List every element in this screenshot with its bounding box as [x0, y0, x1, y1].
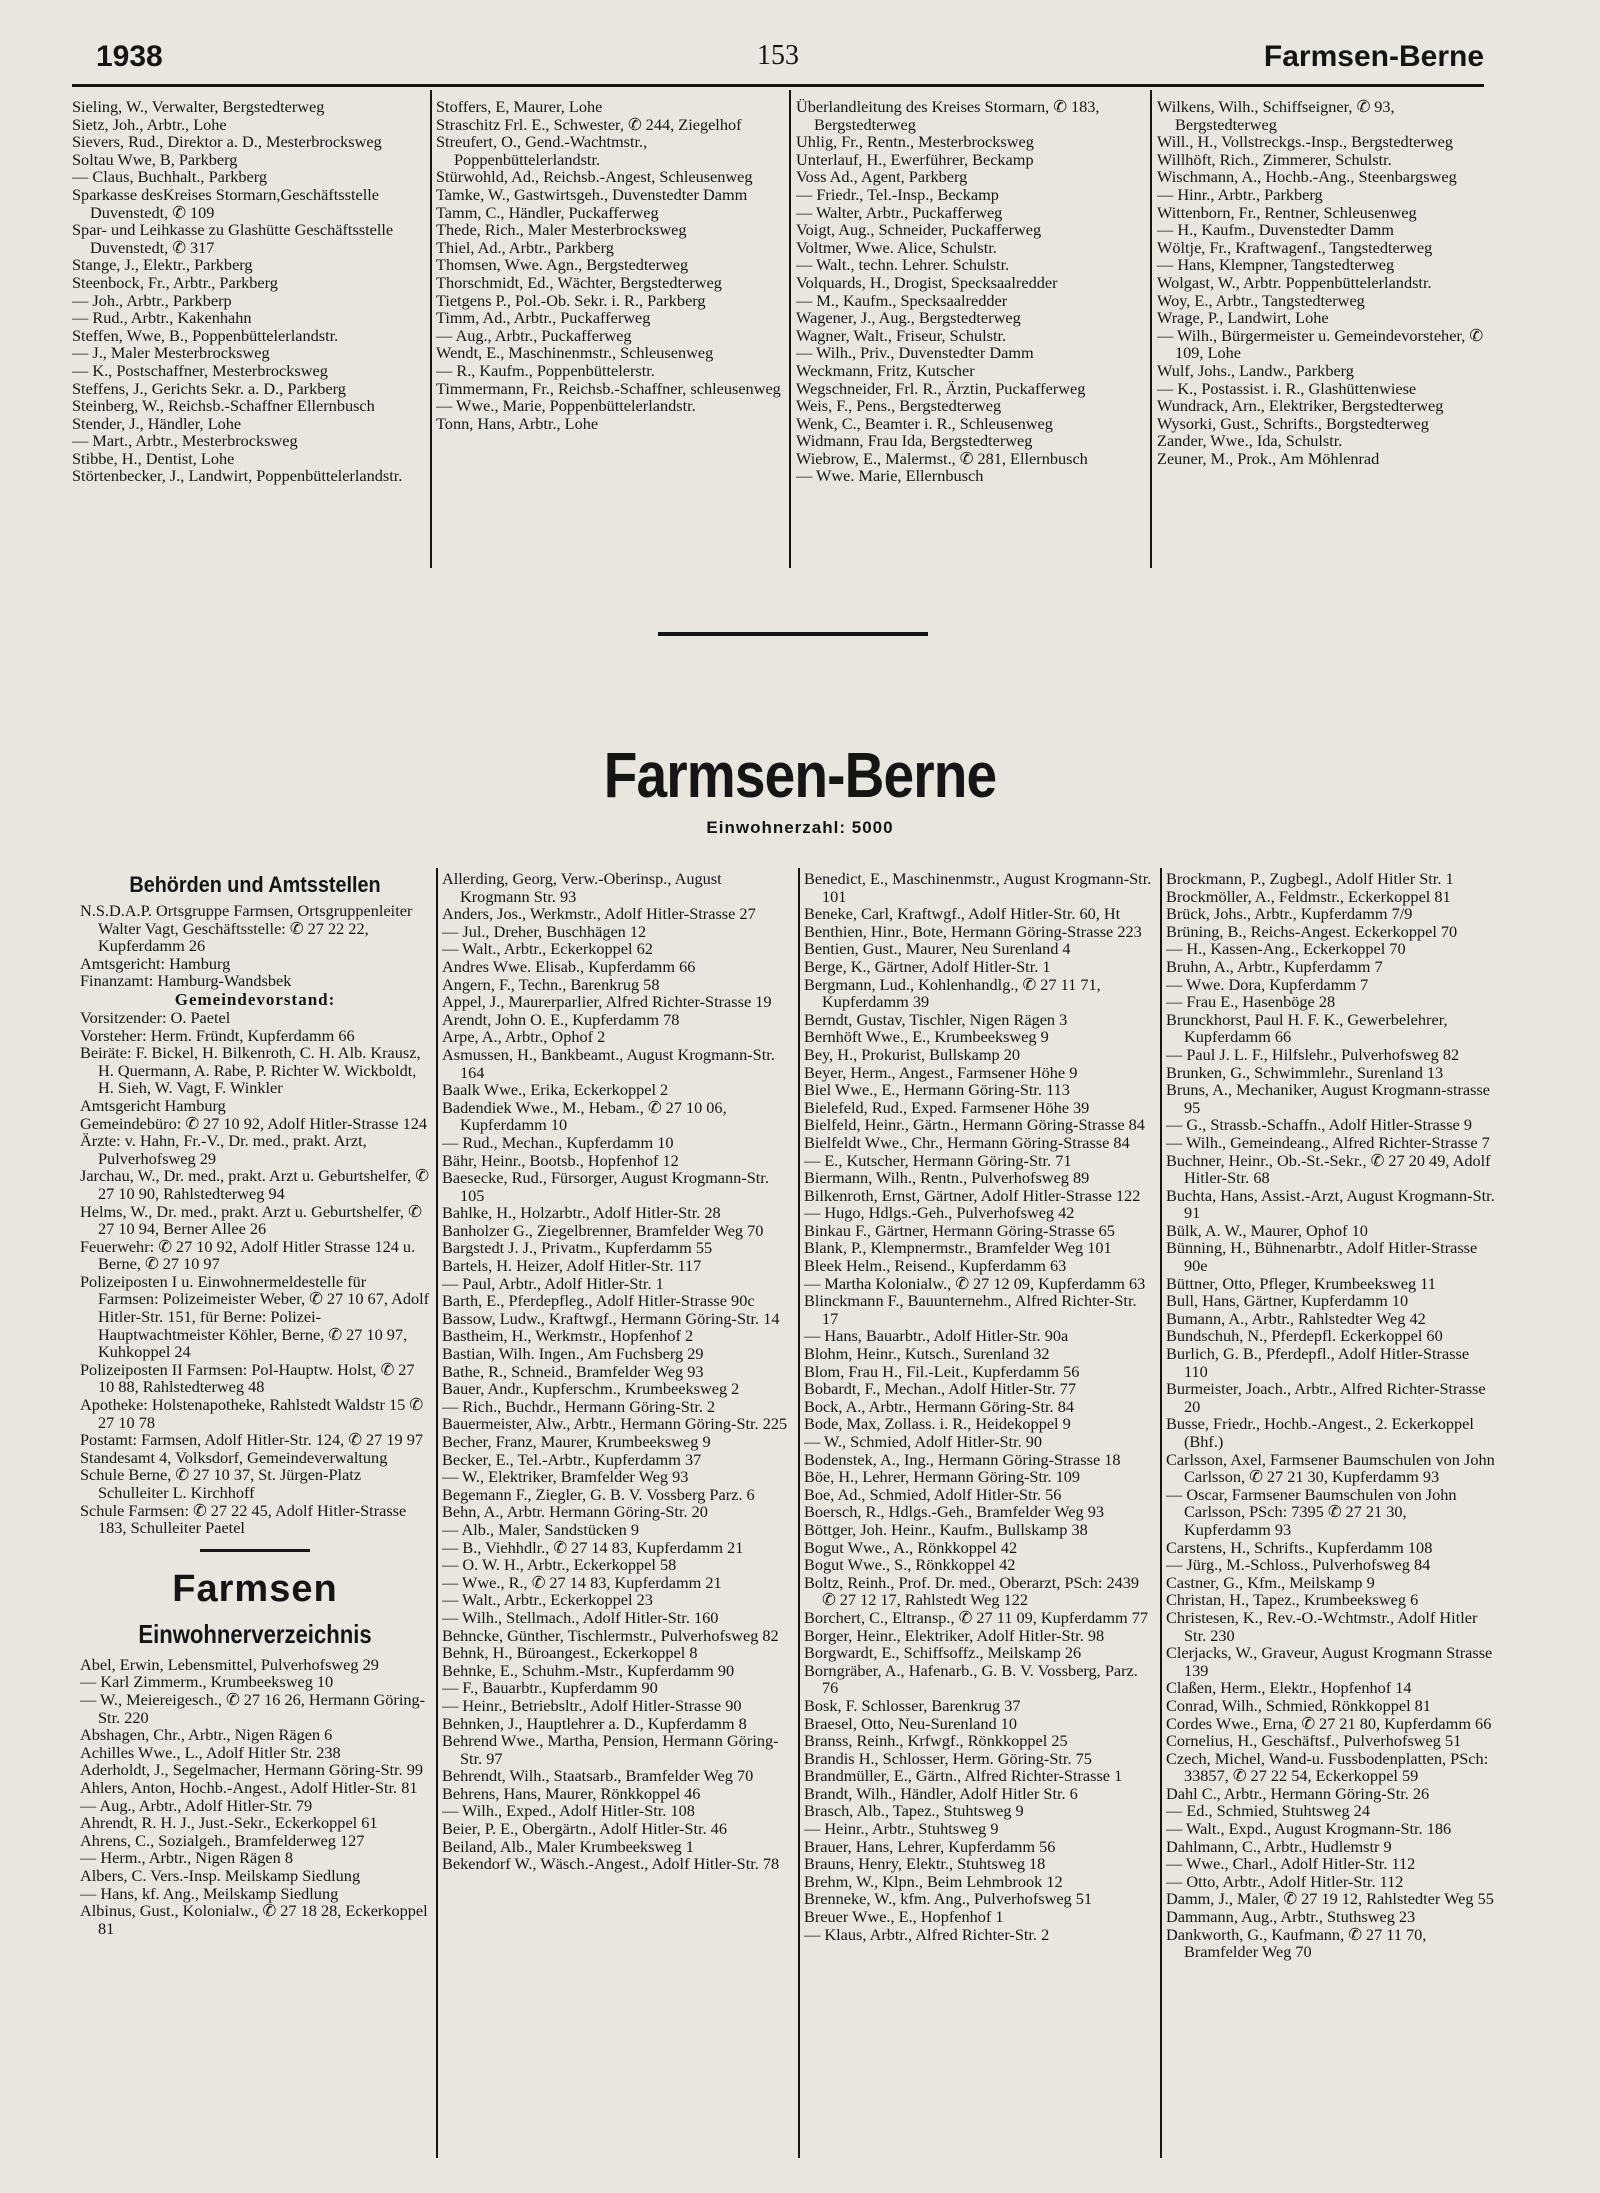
directory-entry: Brasch, Alb., Tapez., Stuhtsweg 9 — [804, 1801, 1024, 1821]
directory-entry: Volquards, H., Drogist, Specksaalredder — [796, 272, 1058, 292]
directory-entry: Bock, A., Arbtr., Hermann Göring-Str. 84 — [804, 1396, 1074, 1416]
directory-entry: Bleek Helm., Reisend., Kupferdamm 63 — [804, 1256, 1067, 1276]
directory-entry: — Aug., Arbtr., Puckafferweg — [436, 325, 632, 345]
directory-entry: Behrendt, Wilh., Staatsarb., Bramfelder Weg 70 — [442, 1766, 754, 1786]
directory-entry: Tamke, W., Gastwirtsgeh., Duvenstedter Damm — [436, 184, 748, 204]
directory-entry: Bargstedt J. J., Privatm., Kupferdamm 55 — [442, 1238, 713, 1258]
directory-entry: Steffens, J., Gerichts Sekr. a. D., Parkberg — [72, 378, 346, 398]
directory-entry: Finanzamt: Hamburg-Wandsbek — [80, 971, 292, 991]
authorities-heading: Behörden und Amtsstellen — [129, 872, 381, 897]
directory-entry: — Walt., Arbtr., Eckerkoppel 23 — [442, 1590, 653, 1610]
directory-entry: Bundschuh, N., Pferdepfl. Eckerkoppel 60 — [1166, 1326, 1443, 1346]
directory-entry: Ärzte: v. Hahn, Fr.-V., Dr. med., prakt. Arzt, Pulverhofsweg 29 — [80, 1131, 367, 1168]
directory-entry: Busse, Friedr., Hochb.-Angest., 2. Eckerkoppel (Bhf.) — [1166, 1414, 1474, 1451]
directory-entry: Albinus, Gust., Kolonialw., ✆ 27 18 28, Eckerkoppel 81 — [80, 1901, 428, 1938]
directory-entry: Allerding, Georg, Verw.-Oberinsp., August Krogmann Str. 93 — [442, 870, 722, 906]
directory-entry: — R., Kaufm., Poppenbüttelerstr. — [436, 360, 655, 380]
directory-entry: Behrens, Hans, Maurer, Rönkkoppel 46 — [442, 1783, 701, 1803]
directory-entry: Soltau Wwe, B, Parkberg — [72, 149, 238, 169]
section-divider — [658, 632, 928, 636]
directory-entry: — Wilh., Exped., Adolf Hitler-Str. 108 — [442, 1801, 695, 1821]
directory-entry: — Klaus, Arbtr., Alfred Richter-Str. 2 — [804, 1924, 1050, 1944]
directory-entry: Beneke, Carl, Kraftwgf., Adolf Hitler-Str. 60, Ht — [804, 904, 1121, 924]
column-rule — [1150, 90, 1152, 568]
directory-entry: Branss, Reinh., Krfwgf., Rönkkoppel 25 — [804, 1731, 1068, 1751]
directory-entry: — Otto, Arbtr., Adolf Hitler-Str. 112 — [1166, 1871, 1404, 1891]
directory-entry: Berndt, Gustav, Tischler, Nigen Rägen 3 — [804, 1009, 1068, 1029]
directory-entry: — Claus, Buchhalt., Parkberg — [72, 167, 268, 187]
directory-entry: Damm, J., Maler, ✆ 27 19 12, Rahlstedter Weg 55 — [1166, 1889, 1494, 1909]
directory-entry: Tonn, Hans, Arbtr., Lohe — [436, 413, 599, 433]
directory-entry: — Herm., Arbtr., Nigen Rägen 8 — [80, 1848, 293, 1868]
directory-entry: Wrage, P., Landwirt, Lohe — [1157, 308, 1329, 328]
directory-entry: Baalk Wwe., Erika, Eckerkoppel 2 — [442, 1080, 669, 1100]
directory-entry: Blank, P., Klempnermstr., Bramfelder Weg 101 — [804, 1238, 1112, 1258]
directory-entry: Bahlke, H., Holzarbtr., Adolf Hitler-Str. 28 — [442, 1203, 721, 1223]
directory-entry: Christesen, K., Rev.-O.-Wchtmstr., Adolf Hitler Str. 230 — [1166, 1607, 1478, 1645]
directory-entry: Borchert, C., Eltransp., ✆ 27 11 09, Kupferdamm 77 — [804, 1607, 1149, 1627]
directory-entry: — Oscar, Farmsener Baumschulen von John Carlsson, PSch: 7395 ✆ 27 21 30, Kupferdamm 93 — [1166, 1484, 1457, 1539]
bottom-column-3 — [804, 870, 1156, 2170]
directory-entry: Stibbe, H., Dentist, Lohe — [72, 448, 235, 468]
directory-entry: — Wwe. Marie, Ellernbusch — [796, 466, 984, 486]
separator-rule — [200, 1549, 310, 1552]
directory-entry: — Walt., Arbtr., Eckerkoppel 62 — [442, 939, 653, 959]
directory-entry: Vorsteher: Herm. Fründt, Kupferdamm 66 — [80, 1025, 355, 1045]
directory-entry: — O. W. H., Arbtr., Eckerkoppel 58 — [442, 1555, 677, 1575]
directory-entry: Weis, F., Pens., Bergstedterweg — [796, 396, 1002, 416]
directory-entry: Dammann, Aug., Arbtr., Stuthsweg 23 — [1166, 1907, 1416, 1927]
directory-entry: — W., Elektriker, Bramfelder Weg 93 — [442, 1467, 689, 1487]
directory-entry: Weckmann, Fritz, Kutscher — [796, 360, 975, 380]
directory-entry: Achilles Wwe., L., Adolf Hitler Str. 238 — [80, 1742, 341, 1762]
directory-entry: — Paul, Arbtr., Adolf Hitler-Str. 1 — [442, 1273, 664, 1293]
directory-entry: Widmann, Frau Ida, Bergstedterweg — [796, 431, 1033, 451]
directory-entry: Borgwardt, E., Schiffsoffz., Meilskamp 26 — [804, 1643, 1082, 1663]
directory-entry: Cornelius, H., Geschäftsf., Pulverhofsweg 51 — [1166, 1731, 1462, 1751]
directory-entry: Bünning, H., Bühnenarbtr., Adolf Hitler-Strasse 90e — [1166, 1238, 1478, 1276]
directory-entry: — Aug., Arbtr., Adolf Hitler-Str. 79 — [80, 1795, 313, 1815]
directory-entry: Bielefeld, Rud., Exped. Farmsener Höhe 39 — [804, 1097, 1090, 1117]
directory-entry: Brandis H., Schlosser, Herm. Göring-Str. 75 — [804, 1748, 1092, 1768]
top-column-3 — [796, 98, 1146, 576]
directory-entry: Beyer, Herm., Angest., Farmsener Höhe 9 — [804, 1062, 1078, 1082]
directory-entry: Biel Wwe., E., Hermann Göring-Str. 113 — [804, 1080, 1070, 1100]
directory-entry: Wulf, Johs., Landw., Parkberg — [1157, 360, 1354, 380]
directory-entry: Czech, Michel, Wand-u. Fussbodenplatten, PSch: 33857, ✆ 27 22 54, Eckerkoppel 59 — [1166, 1748, 1489, 1786]
directory-entry: Tamm, C., Händler, Puckafferweg — [436, 202, 659, 222]
directory-entry: — Walter, Arbtr., Puckafferweg — [796, 202, 1003, 222]
directory-entry: Wenk, C., Beamter i. R., Schleusenweg — [796, 413, 1053, 433]
directory-entry: Bekendorf W., Wäsch.-Angest., Adolf Hitler-Str. 78 — [442, 1854, 780, 1874]
directory-entry: — G., Strassb.-Schaffn., Adolf Hitler-Strasse 9 — [1166, 1115, 1472, 1135]
directory-entry: Clerjacks, W., Graveur, August Krogmann Strasse 139 — [1166, 1643, 1493, 1680]
directory-entry: Wischmann, A., Hochb.-Ang., Steenbargsweg — [1157, 167, 1457, 187]
directory-entry: Bauermeister, Alw., Arbtr., Hermann Göring-Str. 225 — [442, 1414, 788, 1434]
directory-entry: Behncke, Günther, Tischlermstr., Pulverhofsweg 82 — [442, 1625, 779, 1645]
column-rule — [430, 90, 432, 568]
directory-entry: — Wilh., Priv., Duvenstedter Damm — [796, 343, 1034, 363]
directory-entry: Beiland, Alb., Maler Krumbeeksweg 1 — [442, 1836, 694, 1856]
section-title: Farmsen-Berne — [603, 739, 997, 811]
directory-entry: — Heinr., Arbtr., Stuhtsweg 9 — [804, 1819, 999, 1839]
directory-entry: Jarchau, W., Dr. med., prakt. Arzt u. Geburtshelfer, ✆ 27 10 90, Rahlstedterweg 94 — [80, 1166, 429, 1203]
directory-entry: Bastian, Wilh. Ingen., Am Fuchsberg 29 — [442, 1344, 704, 1364]
directory-entry: Brandmüller, E., Gärtn., Alfred Richter-Strasse 1 — [804, 1766, 1123, 1786]
directory-entry: Burlich, G. B., Pferdepfl., Adolf Hitler-Strasse 110 — [1166, 1344, 1470, 1381]
directory-entry: — Martha Kolonialw., ✆ 27 12 09, Kupferdamm 63 — [804, 1273, 1146, 1293]
directory-entry: Brockmann, P., Zugbegl., Adolf Hitler Str. 1 — [1166, 870, 1454, 888]
directory-entry: — Walt., techn. Lehrer. Schulstr. — [796, 255, 1010, 275]
directory-entry: Thiel, Ad., Arbtr., Parkberg — [436, 237, 614, 257]
directory-entry: — Karl Zimmerm., Krumbeeksweg 10 — [80, 1672, 334, 1692]
directory-entry: Asmussen, H., Bankbeamt., August Krogmann-Str. 164 — [442, 1044, 775, 1082]
directory-entry: Bähr, Heinr., Bootsb., Hopfenhof 12 — [442, 1150, 679, 1170]
directory-entry: — Wwe., Charl., Adolf Hitler-Str. 112 — [1166, 1854, 1416, 1874]
directory-entry: — Ed., Schmied, Stuhtsweg 24 — [1166, 1801, 1370, 1821]
directory-entry: Voltmer, Wwe. Alice, Schulstr. — [796, 237, 997, 257]
directory-entry: Wegschneider, Frl. R., Ärztin, Puckafferweg — [796, 378, 1086, 398]
directory-entry: Blinckmann F., Bauunternehm., Alfred Richter-Str. 17 — [804, 1291, 1137, 1328]
directory-entry: Albers, C. Vers.-Insp. Meilskamp Siedlung — [80, 1865, 361, 1885]
directory-entry: Amtsgericht Hamburg — [80, 1095, 226, 1115]
directory-entry: Steenbock, Fr., Arbtr., Parkberg — [72, 272, 278, 292]
directory-entry: — Paul J. L. F., Hilfslehr., Pulverhofsweg 82 — [1166, 1044, 1460, 1064]
directory-entry: Barth, E., Pferdepfleg., Adolf Hitler-Strasse 90c — [442, 1291, 755, 1311]
directory-entry: Bruns, A., Mechaniker, August Krogmann-strasse 95 — [1166, 1080, 1491, 1117]
directory-entry: Polizeiposten I u. Einwohnermeldestelle für Farmsen: Polizeimeister Weber, ✆ 27 10 67, Adolf Hitler-Str. 151, für Berne: Polizei-Hauptwachtmeister Köhler, Berne, ✆ 27 10 97, Kuhkoppel 24 — [80, 1271, 430, 1362]
directory-entry: Becher, Franz, Maurer, Krumbeeksweg 9 — [442, 1432, 711, 1451]
bottom-column-1 — [80, 868, 430, 2168]
directory-entry: Dankworth, G., Kaufmann, ✆ 27 11 70, Bramfelder Weg 70 — [1166, 1924, 1427, 1962]
directory-entry: Apotheke: Holstenapotheke, Rahlstedt Waldstr 15 ✆ 27 10 78 — [80, 1395, 424, 1432]
directory-entry: — Joh., Arbtr., Parkberp — [72, 290, 232, 310]
directory-entry: Thorschmidt, Ed., Wächter, Bergstedterweg — [436, 272, 722, 292]
directory-entry: Bosk, F. Schlosser, Barenkrug 37 — [804, 1695, 1021, 1715]
directory-entry: — W., Schmied, Adolf Hitler-Str. 90 — [804, 1432, 1043, 1451]
council-heading: Gemeindevorstand: — [174, 989, 336, 1009]
directory-entry: Biermann, Wilh., Rentn., Pulverhofsweg 89 — [804, 1168, 1090, 1188]
directory-entry: Brück, Johs., Arbtr., Kupferdamm 7/9 — [1166, 904, 1413, 924]
top-column-4 — [1157, 98, 1487, 576]
directory-entry: — Hans, Klempner, Tangstedterweg — [1157, 255, 1395, 275]
header-year: 1938 — [96, 40, 163, 73]
directory-entry: Castner, G., Kfm., Meilskamp 9 — [1166, 1572, 1375, 1592]
directory-entry: Borngräber, A., Hafenarb., G. B. V. Vossberg, Parz. 76 — [804, 1660, 1138, 1698]
directory-entry: Carstens, H., Schrifts., Kupferdamm 108 — [1166, 1537, 1433, 1557]
council-list — [80, 1009, 430, 1537]
directory-entry: Borger, Heinr., Elektriker, Adolf Hitler-Str. 98 — [804, 1625, 1105, 1645]
directory-entry: Wittenborn, Fr., Rentner, Schleusenweg — [1157, 202, 1417, 222]
header-running-title: Farmsen-Berne — [1263, 40, 1484, 73]
directory-entry: — Wwe., R., ✆ 27 14 83, Kupferdamm 21 — [442, 1572, 722, 1592]
directory-entry: Bruhn, A., Arbtr., Kupferdamm 7 — [1166, 956, 1383, 976]
directory-entry: Böe, H., Lehrer, Hermann Göring-Str. 109 — [804, 1467, 1081, 1487]
directory-entry: Breuer Wwe., E., Hopfenhof 1 — [804, 1907, 1004, 1927]
column-rule — [436, 868, 438, 2158]
directory-entry: Beier, P. E., Obergärtn., Adolf Hitler-Str. 46 — [442, 1819, 727, 1839]
directory-entry: — Jul., Dreher, Buschhägen 12 — [442, 921, 647, 941]
directory-entry: N.S.D.A.P. Ortsgruppe Farmsen, Ortsgruppenleiter Walter Vagt, Geschäftsstelle: ✆ 27 22 22, Kupferdamm 26 — [80, 901, 413, 956]
column-rule — [1160, 868, 1162, 2158]
directory-entry: — Wwe. Dora, Kupferdamm 7 — [1166, 974, 1369, 994]
column-rule — [798, 868, 800, 2158]
place-heading: Farmsen — [172, 1567, 338, 1610]
directory-entry: Spar- und Leihkasse zu Glashütte Geschäftsstelle Duvenstedt, ✆ 317 — [72, 220, 394, 257]
directory-entry: Bogut Wwe., A., Rönkkoppel 42 — [804, 1537, 1018, 1557]
directory-entry: Buchner, Heinr., Ob.-St.-Sekr., ✆ 27 20 49, Adolf Hitler-Str. 68 — [1166, 1150, 1491, 1188]
register-heading: Einwohnerverzeichnis — [138, 1618, 372, 1649]
directory-entry: Vorsitzender: O. Paetel — [80, 1007, 231, 1027]
directory-entry: Appel, J., Maurerparlier, Alfred Richter-Strasse 19 — [442, 992, 772, 1012]
directory-entry: Carlsson, Axel, Farmsener Baumschulen von John Carlsson, ✆ 27 21 30, Kupferdamm 93 — [1166, 1449, 1495, 1487]
running-header — [72, 40, 1484, 80]
directory-entry: Woy, E., Arbtr., Tangstedterweg — [1157, 290, 1365, 310]
directory-entry: — Wwe., Marie, Poppenbüttelerlandstr. — [436, 396, 696, 416]
directory-entry: Arpe, A., Arbtr., Ophof 2 — [442, 1027, 606, 1047]
directory-entry: Störtenbecker, J., Landwirt, Poppenbüttelerlandstr. — [72, 466, 403, 486]
directory-entry: Postamt: Farmsen, Adolf Hitler-Str. 124, ✆ 27 19 97 — [80, 1430, 424, 1450]
directory-entry: Böttger, Joh. Heinr., Kaufm., Bullskamp 38 — [804, 1519, 1088, 1539]
directory-entry: Wiebrow, E., Malermst., ✆ 281, Ellernbusch — [796, 448, 1088, 468]
directory-entry: Bathe, R., Schneid., Bramfelder Weg 93 — [442, 1361, 704, 1381]
bottom-column-4 — [1166, 870, 1496, 2170]
directory-entry: — M., Kaufm., Specksaalredder — [796, 290, 1008, 310]
directory-entry: — F., Bauarbtr., Kupferdamm 90 — [442, 1678, 658, 1698]
directory-entry: Thede, Rich., Maler Mesterbrocksweg — [436, 220, 687, 240]
directory-entry: — Friedr., Tel.-Insp., Beckamp — [796, 184, 999, 204]
directory-entry: — K., Postschaffner, Mesterbrocksweg — [72, 360, 328, 380]
directory-entry: Behn, A., Arbtr. Hermann Göring-Str. 20 — [442, 1502, 708, 1522]
directory-entry: Abel, Erwin, Lebensmittel, Pulverhofsweg 29 — [80, 1654, 379, 1674]
directory-entry: Ahrens, C., Sozialgeh., Bramfelderweg 127 — [80, 1830, 365, 1850]
directory-entry: Bielfeld, Heinr., Gärtn., Hermann Göring-Strasse 84 — [804, 1115, 1145, 1135]
directory-entry: Zander, Wwe., Ida, Schulstr. — [1157, 431, 1343, 451]
directory-entry: Bumann, A., Arbtr., Rahlstedter Weg 42 — [1166, 1308, 1426, 1328]
directory-entry: Benthien, Hinr., Bote, Hermann Göring-Strasse 223 — [804, 921, 1142, 941]
directory-entry: Conrad, Wilh., Schmied, Rönkkoppel 81 — [1166, 1695, 1431, 1715]
directory-entry: — Heinr., Betriebsltr., Adolf Hitler-Strasse 90 — [442, 1695, 742, 1715]
directory-entry: Wolgast, W., Arbtr. Poppenbüttelerlandstr. — [1157, 272, 1432, 292]
directory-entry: Bergmann, Lud., Kohlenhandlg., ✆ 27 11 71, Kupferdamm 39 — [804, 974, 1101, 1012]
top-column-1 — [72, 98, 424, 576]
directory-entry: Sieling, W., Verwalter, Bergstedterweg — [72, 98, 325, 116]
directory-entry: Amtsgericht: Hamburg — [80, 953, 231, 973]
directory-entry: — Alb., Maler, Sandstücken 9 — [442, 1519, 639, 1539]
directory-entry: Aderholdt, J., Segelmacher, Hermann Göring-Str. 99 — [80, 1760, 423, 1780]
directory-entry: — Hugo, Hdlgs.-Geh., Pulverhofsweg 42 — [804, 1203, 1075, 1223]
directory-entry: Bodenstek, A., Ing., Hermann Göring-Strasse 18 — [804, 1449, 1121, 1469]
directory-entry: Straschitz Frl. E., Schwester, ✆ 244, Ziegelhof — [436, 114, 742, 134]
directory-entry: — E., Kutscher, Hermann Göring-Str. 71 — [804, 1150, 1072, 1170]
directory-entry: — Wilh., Stellmach., Adolf Hitler-Str. 160 — [442, 1607, 719, 1627]
directory-entry: Bode, Max, Zollass. i. R., Heidekoppel 9 — [804, 1414, 1071, 1434]
directory-entry: — Wilh., Gemeindeang., Alfred Richter-Strasse 7 — [1166, 1132, 1490, 1152]
directory-entry: Gemeindebüro: ✆ 27 10 92, Adolf Hitler-Strasse 124 — [80, 1113, 428, 1133]
directory-entry: Wöltje, Fr., Kraftwagenf., Tangstedterweg — [1157, 237, 1433, 257]
directory-entry: — Jürg., M.-Schloss., Pulverhofsweg 84 — [1166, 1555, 1431, 1575]
directory-entry: Wilkens, Wilh., Schiffseigner, ✆ 93, Bergstedterweg — [1157, 98, 1395, 134]
directory-entry: Behrend Wwe., Martha, Pension, Hermann Göring-Str. 97 — [442, 1731, 779, 1768]
directory-entry: Bauer, Andr., Kupferschm., Krumbeeksweg 2 — [442, 1379, 740, 1399]
column-rule — [789, 90, 791, 568]
directory-entry: Ahrendt, R. H. J., Just.-Sekr., Eckerkoppel 61 — [80, 1813, 378, 1833]
directory-entry: — Frau E., Hasenböge 28 — [1166, 992, 1336, 1012]
directory-entry: Bielfeldt Wwe., Chr., Hermann Göring-Strasse 84 — [804, 1132, 1130, 1152]
directory-entry: — Walt., Expd., August Krogmann-Str. 186 — [1166, 1819, 1452, 1839]
directory-entry: — Hinr., Arbtr., Parkberg — [1157, 184, 1323, 204]
directory-entry: Stoffers, E, Maurer, Lohe — [436, 98, 603, 116]
directory-entry: — Mart., Arbtr., Mesterbrocksweg — [72, 431, 298, 451]
directory-entry: Dahlmann, C., Arbtr., Hudlemstr 9 — [1166, 1836, 1392, 1856]
directory-entry: Tietgens P., Pol.-Ob. Sekr. i. R., Parkberg — [436, 290, 706, 310]
directory-entry: Abshagen, Chr., Arbtr., Nigen Rägen 6 — [80, 1725, 333, 1745]
directory-entry: Will., H., Vollstreckgs.-Insp., Bergstedterweg — [1157, 132, 1453, 152]
directory-entry: Baesecke, Rud., Fürsorger, August Krogmann-Str. 105 — [442, 1168, 769, 1205]
directory-entry: Unterlauf, H., Ewerführer, Beckamp — [796, 149, 1034, 169]
directory-entry: Behnke, E., Schuhm.-Mstr., Kupferdamm 90 — [442, 1660, 735, 1680]
directory-entry: Buchta, Hans, Assist.-Arzt, August Krogmann-Str. 91 — [1166, 1185, 1495, 1223]
directory-entry: — W., Meiereigesch., ✆ 27 16 26, Hermann Göring-Str. 220 — [80, 1689, 426, 1727]
directory-entry: — K., Postassist. i. R., Glashüttenwiese — [1157, 378, 1417, 398]
directory-entry: Bilkenroth, Ernst, Gärtner, Adolf Hitler-Strasse 122 — [804, 1185, 1141, 1205]
directory-entry: Bogut Wwe., S., Rönkkoppel 42 — [804, 1555, 1016, 1575]
directory-entry: Ahlers, Anton, Hochb.-Angest., Adolf Hitler-Str. 81 — [80, 1777, 418, 1797]
directory-entry: Steinberg, W., Reichsb.-Schaffner Ellernbusch — [72, 396, 375, 416]
directory-entry: Bartels, H. Heizer, Adolf Hitler-Str. 117 — [442, 1256, 702, 1276]
directory-entry: Blohm, Heinr., Kutsch., Surenland 32 — [804, 1344, 1050, 1364]
authorities-list — [80, 902, 430, 990]
directory-entry: Brauns, Henry, Elektr., Stuhtsweg 18 — [804, 1854, 1046, 1874]
header-page-number: 153 — [757, 40, 799, 71]
directory-entry: Stürwohld, Ad., Reichsb.-Angest, Schleusenweg — [436, 167, 753, 187]
directory-entry: Begemann F., Ziegler, G. B. V. Vossberg Parz. 6 — [442, 1484, 755, 1504]
directory-entry: Zeuner, M., Prok., Am Möhlenrad — [1157, 448, 1380, 468]
population-count: Einwohnerzahl: 5000 — [706, 818, 894, 837]
directory-entry: — Hans, Bauarbtr., Adolf Hitler-Str. 90a — [804, 1326, 1069, 1346]
top-column-2 — [436, 98, 785, 576]
directory-entry: — Wilh., Bürgermeister u. Gemeindevorsteher, ✆ 109, Lohe — [1157, 325, 1483, 363]
directory-entry: Claßen, Herm., Elektr., Hopfenhof 14 — [1166, 1678, 1412, 1698]
directory-entry: Blom, Frau H., Fil.-Leit., Kupferdamm 56 — [804, 1361, 1080, 1381]
directory-entry: Brehm, W., Klpn., Beim Lehmbrook 12 — [804, 1871, 1063, 1891]
directory-entry: — Rud., Arbtr., Kakenhahn — [72, 308, 252, 328]
directory-entry: Wysorki, Gust., Schrifts., Borgstedterweg — [1157, 413, 1429, 433]
directory-entry: Schule Farmsen: ✆ 27 22 45, Adolf Hitler-Strasse 183, Schulleiter Paetel — [80, 1500, 407, 1538]
directory-entry: Bastheim, H., Werkmstr., Hopfenhof 2 — [442, 1326, 694, 1346]
directory-entry: Brunckhorst, Paul H. F. K., Gewerbelehrer, Kupferdamm 66 — [1166, 1009, 1448, 1047]
header-rule — [72, 84, 1484, 87]
directory-entry: Bobardt, F., Mechan., Adolf Hitler-Str. 77 — [804, 1379, 1076, 1399]
directory-entry: Timm, Ad., Arbtr., Puckafferweg — [436, 308, 651, 328]
directory-entry: Behnk, H., Büroangest., Eckerkoppel 8 — [442, 1643, 698, 1663]
directory-entry: Willhöft, Rich., Zimmerer, Schulstr. — [1157, 149, 1392, 169]
directory-entry: — H., Kassen-Ang., Eckerkoppel 70 — [1166, 939, 1406, 959]
directory-entry: Voigt, Aug., Schneider, Puckafferweg — [796, 220, 1042, 240]
directory-entry: — Hans, kf. Ang., Meilskamp Siedlung — [80, 1883, 339, 1903]
directory-entry: Dahl C., Arbtr., Hermann Göring-Str. 26 — [1166, 1783, 1430, 1803]
directory-entry: Sietz, Joh., Arbtr., Lohe — [72, 114, 227, 134]
directory-entry: Beiräte: F. Bickel, H. Bilkenroth, C. H. Alb. Krausz, H. Quermann, A. Rabe, P. Richter W. Wickboldt, H. Sieh, W. Vagt, F. Winkler — [80, 1043, 421, 1098]
directory-entry: Boe, Ad., Schmied, Adolf Hitler-Str. 56 — [804, 1484, 1062, 1504]
directory-entry: Bernhöft Wwe., E., Krumbeeksweg 9 — [804, 1027, 1049, 1047]
directory-entry: Standesamt 4, Volksdorf, Gemeindeverwaltung — [80, 1447, 388, 1467]
directory-entry: Schule Berne, ✆ 27 10 37, St. Jürgen-Platz Schulleiter L. Kirchhoff — [80, 1465, 362, 1502]
directory-entry: Steffen, Wwe, B., Poppenbüttelerlandstr. — [72, 325, 339, 345]
directory-entry: Thomsen, Wwe. Agn., Bergstedterweg — [436, 255, 689, 275]
directory-entry: Brandt, Wilh., Händler, Adolf Hitler Str. 6 — [804, 1783, 1078, 1803]
directory-entry: Helms, W., Dr. med., prakt. Arzt u. Geburtshelfer, ✆ 27 10 94, Berner Allee 26 — [80, 1201, 422, 1239]
directory-entry: Wagner, Walt., Friseur, Schulstr. — [796, 325, 1007, 345]
directory-entry: Arendt, John O. E., Kupferdamm 78 — [442, 1009, 680, 1029]
directory-entry: Wagener, J., Aug., Bergstedterweg — [796, 308, 1021, 328]
directory-entry: Burmeister, Joach., Arbtr., Alfred Richter-Strasse 20 — [1166, 1379, 1486, 1416]
directory-entry: — Rud., Mechan., Kupferdamm 10 — [442, 1132, 674, 1152]
directory-entry: Brenneke, W., kfm. Ang., Pulverhofsweg 51 — [804, 1889, 1093, 1909]
directory-entry: Brauer, Hans, Lehrer, Kupferdamm 56 — [804, 1836, 1056, 1856]
directory-entry: Bentien, Gust., Maurer, Neu Surenland 4 — [804, 939, 1071, 959]
directory-entry: Timmermann, Fr., Reichsb.-Schaffner, schleusenweg — [436, 378, 781, 398]
residents-list — [80, 1656, 430, 1938]
directory-entry: Binkau F., Gärtner, Hermann Göring-Strasse 65 — [804, 1220, 1115, 1240]
directory-entry: Berge, K., Gärtner, Adolf Hitler-Str. 1 — [804, 956, 1051, 976]
directory-entry: Angern, F., Techn., Barenkrug 58 — [442, 974, 660, 994]
directory-entry: Braesel, Otto, Neu-Surenland 10 — [804, 1713, 1017, 1733]
directory-entry: Anders, Jos., Werkmstr., Adolf Hitler-Strasse 27 — [442, 904, 756, 924]
directory-entry: Überlandleitung des Kreises Stormarn, ✆ 183, Bergstedterweg — [796, 98, 1100, 134]
directory-entry: Büttner, Otto, Pfleger, Krumbeeksweg 11 — [1166, 1273, 1436, 1293]
directory-entry: Sparkasse desKreises Stormarn,Geschäftsstelle Duvenstedt, ✆ 109 — [72, 184, 379, 222]
directory-entry: Boersch, R., Hdlgs.-Geh., Bramfelder Weg 93 — [804, 1502, 1104, 1522]
directory-entry: Christan, H., Tapez., Krumbeeksweg 6 — [1166, 1590, 1419, 1610]
directory-entry: Polizeiposten II Farmsen: Pol-Hauptw. Holst, ✆ 27 10 88, Rahlstedterweg 48 — [80, 1359, 415, 1397]
directory-entry: Brockmöller, A., Feldmstr., Eckerkoppel 81 — [1166, 886, 1451, 906]
directory-entry: Benedict, E., Maschinenmstr., August Krogmann-Str. 101 — [804, 870, 1152, 906]
directory-entry: Sievers, Rud., Direktor a. D., Mesterbrocksweg — [72, 132, 382, 152]
directory-entry: Bülk, A. W., Maurer, Ophof 10 — [1166, 1220, 1368, 1240]
directory-entry: Brüning, B., Reichs-Angest. Eckerkoppel 70 — [1166, 921, 1458, 941]
directory-entry: Becker, E., Tel.-Arbtr., Kupferdamm 37 — [442, 1449, 702, 1469]
directory-entry: Boltz, Reinh., Prof. Dr. med., Oberarzt, PSch: 2439 ✆ 27 12 17, Rahlstedt Weg 122 — [804, 1572, 1140, 1610]
directory-entry: Andres Wwe. Elisab., Kupferdamm 66 — [442, 956, 696, 976]
directory-entry: Brunken, G., Schwimmlehr., Surenland 13 — [1166, 1062, 1444, 1082]
directory-entry: Stender, J., Händler, Lohe — [72, 413, 242, 433]
directory-entry: Badendiek Wwe., M., Hebam., ✆ 27 10 06, Kupferdamm 10 — [442, 1097, 727, 1135]
directory-entry: Behnken, J., Hauptlehrer a. D., Kupferdamm 8 — [442, 1713, 747, 1733]
directory-entry: Wundrack, Arn., Elektriker, Bergstedterweg — [1157, 396, 1444, 416]
directory-entry: Banholzer G., Ziegelbrenner, Bramfelder Weg 70 — [442, 1220, 764, 1240]
directory-entry: — J., Maler Mesterbrocksweg — [72, 343, 270, 363]
directory-entry: Bull, Hans, Gärtner, Kupferdamm 10 — [1166, 1291, 1409, 1311]
directory-entry: Voss Ad., Agent, Parkberg — [796, 167, 968, 187]
directory-entry: Streufert, O., Gend.-Wachtmstr., Poppenbüttelerlandstr. — [436, 132, 648, 169]
directory-entry: Uhlig, Fr., Rentn., Mesterbrocksweg — [796, 132, 1034, 152]
directory-entry: Feuerwehr: ✆ 27 10 92, Adolf Hitler Strasse 124 u. Berne, ✆ 27 10 97 — [80, 1236, 416, 1274]
directory-entry: Stange, J., Elektr., Parkberg — [72, 255, 253, 275]
directory-entry: Bey, H., Prokurist, Bullskamp 20 — [804, 1044, 1021, 1064]
directory-entry: — H., Kaufm., Duvenstedter Damm — [1157, 220, 1394, 240]
bottom-column-2 — [442, 870, 794, 2170]
directory-entry: — B., Viehhdlr., ✆ 27 14 83, Kupferdamm 21 — [442, 1537, 744, 1557]
directory-entry: Wendt, E., Maschinenmstr., Schleusenweg — [436, 343, 714, 363]
directory-entry: Cordes Wwe., Erna, ✆ 27 21 80, Kupferdamm 66 — [1166, 1713, 1492, 1733]
directory-entry: — Rich., Buchdr., Hermann Göring-Str. 2 — [442, 1396, 716, 1416]
directory-entry: Bassow, Ludw., Kraftwgf., Hermann Göring-Str. 14 — [442, 1308, 780, 1328]
